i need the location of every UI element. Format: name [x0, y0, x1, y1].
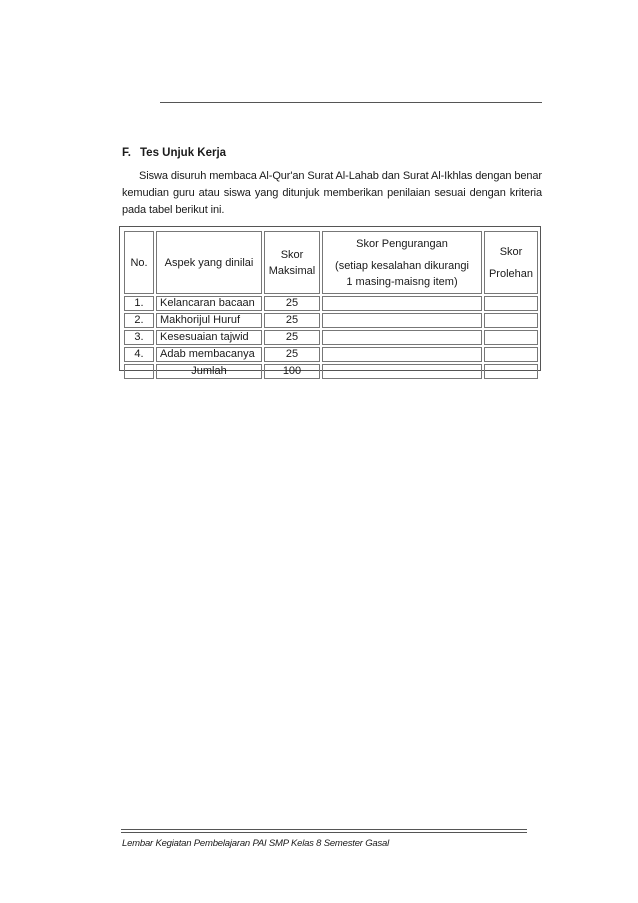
row-pengurangan-cell[interactable]: [322, 296, 482, 311]
header-no: No.: [124, 231, 154, 294]
header-skor-maksimal-line2: Maksimal: [268, 264, 316, 277]
row-maksimal: 25: [264, 313, 320, 328]
row-maksimal: 25: [264, 296, 320, 311]
assessment-table-frame: [119, 226, 541, 377]
row-no: 2.: [124, 313, 154, 328]
row-no: 3.: [124, 330, 154, 345]
header-skor-maksimal: [264, 231, 320, 294]
header-skor-pengurangan-line2: (setiap kesalahan dikurangi 1 masing-maisng item): [335, 259, 469, 288]
header-skor-prolehan-line2: Prolehan: [488, 267, 534, 280]
table-row: [124, 313, 538, 328]
table-row: [124, 330, 538, 345]
row-aspek: Kelancaran bacaan: [156, 296, 262, 311]
header-aspek: Aspek yang dinilai: [156, 231, 262, 294]
header-skor-prolehan-line1: Skor: [499, 245, 523, 258]
section-number: F.: [122, 147, 131, 159]
table-header-row: [124, 231, 538, 294]
row-maksimal: 25: [264, 347, 320, 362]
row-pengurangan-cell[interactable]: [322, 313, 482, 328]
total-no-empty: [124, 364, 154, 379]
row-aspek: Makhorijul Huruf: [156, 313, 262, 328]
table-row: [124, 347, 538, 362]
footer-rule-top: [121, 829, 527, 830]
table-total-row: [124, 364, 538, 379]
section-heading: [122, 147, 226, 159]
header-skor-pengurangan: [322, 231, 482, 294]
row-no: 1.: [124, 296, 154, 311]
header-skor-prolehan: [484, 231, 538, 294]
total-pengurangan-empty: [322, 364, 482, 379]
row-pengurangan-cell[interactable]: [322, 330, 482, 345]
row-no: 4.: [124, 347, 154, 362]
row-prolehan-cell[interactable]: [484, 330, 538, 345]
row-aspek: Kesesuaian tajwid: [156, 330, 262, 345]
row-prolehan-cell[interactable]: [484, 313, 538, 328]
instruction-paragraph: Siswa disuruh membaca Al-Qur'an Surat Al-Lahab dan Surat Al-Ikhlas dengan benar kemudian guru atau siswa yang ditunjuk memberikan penilaian sesuai dengan kriteria pada tabel berikut ini.: [122, 170, 542, 216]
header-skor-maksimal-line1: Skor: [280, 248, 304, 261]
row-aspek: Adab membacanya: [156, 347, 262, 362]
total-maksimal: 100: [264, 364, 320, 379]
total-prolehan-empty: [484, 364, 538, 379]
table-row: [124, 296, 538, 311]
row-pengurangan-cell[interactable]: [322, 347, 482, 362]
total-label: Jumlah: [156, 364, 262, 379]
header-skor-pengurangan-line1: Skor Pengurangan: [356, 237, 448, 250]
assessment-table: [122, 229, 540, 381]
page-footer: Lembar Kegiatan Pembelajaran PAI SMP Kelas 8 Semester Gasal: [122, 838, 390, 849]
footer-rule-bottom: [121, 832, 527, 833]
section-title: Tes Unjuk Kerja: [140, 147, 227, 159]
row-prolehan-cell[interactable]: [484, 347, 538, 362]
header-rule: [160, 102, 542, 103]
row-prolehan-cell[interactable]: [484, 296, 538, 311]
row-maksimal: 25: [264, 330, 320, 345]
